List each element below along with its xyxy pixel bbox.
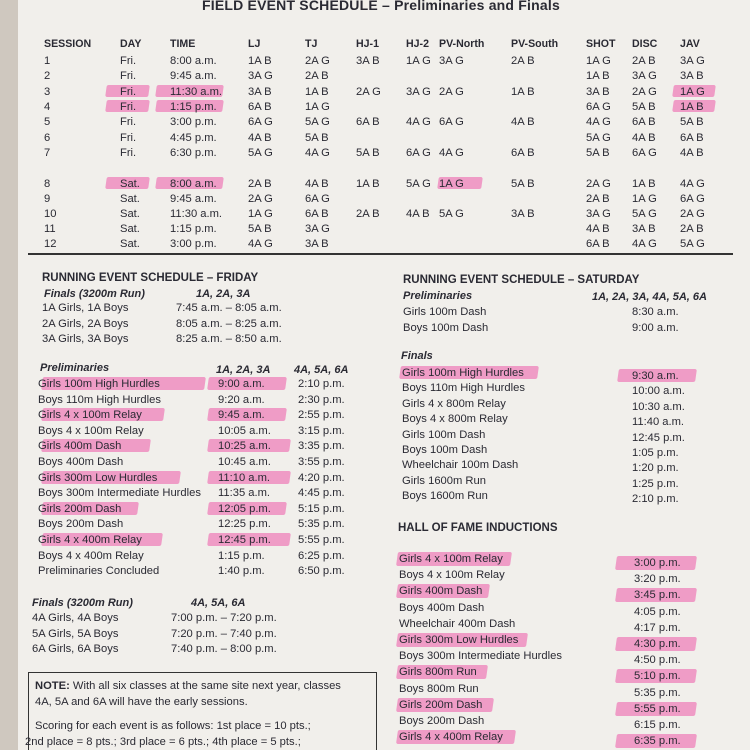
field-cell: 1A B	[305, 86, 329, 98]
field-cell: 6A G	[632, 147, 657, 159]
field-cell: 8:00 a.m.	[170, 55, 217, 67]
field-cell: 1A G	[680, 86, 705, 98]
friday-prelim-time-early: 1:15 p.m.	[218, 549, 265, 562]
field-header-lj: LJ	[248, 38, 261, 50]
saturday-later-event: Girls 4 x 400m Relay	[399, 731, 503, 744]
saturday-finals-time: 12:45 p.m.	[632, 431, 685, 444]
friday-prelim-event: Girls 4 x 400m Relay	[38, 534, 142, 546]
field-cell: 2A G	[248, 193, 273, 205]
friday-finals1-time: 8:05 a.m. – 8:25 a.m.	[176, 317, 282, 330]
friday-schedule-title: RUNNING EVENT SCHEDULE – FRIDAY	[42, 272, 259, 284]
field-cell: 2A B	[680, 223, 704, 235]
field-cell: 2A B	[511, 55, 535, 67]
friday-prelim-time-late: 3:35 p.m.	[298, 440, 345, 453]
friday-prelim-time-early: 9:45 a.m.	[218, 409, 265, 422]
saturday-later-time: 4:05 p.m.	[634, 605, 681, 618]
saturday-later-event: Girls 400m Dash	[399, 585, 483, 598]
field-cell: Sat.	[120, 193, 140, 205]
friday-finals2-classes: 4A, 5A, 6A	[191, 597, 246, 609]
saturday-later-event: Girls 4 x 100m Relay	[399, 553, 503, 565]
field-cell: 4A G	[406, 116, 431, 128]
field-cell: 6A B	[632, 116, 656, 128]
field-cell: 2A B	[305, 70, 329, 82]
saturday-finals-event: Girls 4 x 800m Relay	[402, 397, 506, 410]
field-cell: 5A G	[305, 116, 330, 128]
field-cell: 5A G	[406, 178, 431, 190]
schedule-paper	[18, 0, 750, 750]
field-header-hj-1: HJ-1	[356, 38, 379, 50]
saturday-prelim-time: 8:30 a.m.	[632, 306, 679, 318]
hall-of-fame-inductions: HALL OF FAME INDUCTIONS	[398, 522, 558, 534]
saturday-prelim-event: Girls 100m Dash	[403, 306, 487, 318]
field-header-jav: JAV	[680, 38, 700, 50]
field-cell: 3A B	[305, 238, 329, 250]
friday-prelim-event: Girls 400m Dash	[38, 440, 122, 453]
friday-prelim-time-late: 4:20 p.m.	[298, 471, 345, 484]
friday-finals2-time: 7:20 p.m. – 7:40 p.m.	[171, 627, 277, 640]
saturday-later-event: Boys 800m Run	[399, 682, 479, 695]
saturday-finals-event: Boys 100m Dash	[402, 444, 488, 456]
field-header-pv-north: PV-North	[439, 38, 485, 50]
note-box	[25, 672, 377, 750]
friday-prelim-event: Boys 110m High Hurdles	[38, 393, 161, 406]
field-cell: 4A B	[680, 147, 704, 159]
field-cell: 2A G	[680, 208, 705, 220]
field-cell: 2A G	[632, 86, 657, 98]
field-cell: 4A B	[586, 223, 610, 235]
field-cell: 4A G	[680, 178, 705, 190]
saturday-later-event: Boys 400m Dash	[399, 601, 485, 614]
field-cell: 2A G	[356, 86, 381, 98]
field-cell: 5A B	[511, 178, 535, 190]
field-table-divider	[28, 253, 733, 255]
note-line-2: 4A, 5A and 6A will have the early sessions.	[35, 696, 248, 708]
field-cell: 3A G	[406, 86, 431, 98]
field-cell: 1A B	[586, 70, 610, 82]
field-cell: 5A B	[305, 132, 329, 144]
field-cell: 1	[44, 55, 51, 67]
note-text-1: With all six classes at the same site next year, classes	[69, 680, 341, 692]
field-cell: Sat.	[120, 208, 140, 220]
field-cell: 3:00 p.m.	[170, 238, 217, 250]
saturday-later-time: 3:20 p.m.	[634, 573, 681, 586]
field-cell: Fri.	[120, 116, 137, 128]
field-cell: 3A G	[632, 70, 657, 82]
field-cell: 5	[44, 116, 51, 128]
friday-prelim-time-early: 10:05 a.m.	[218, 424, 271, 437]
saturday-later-time: 6:15 p.m.	[634, 719, 681, 731]
field-cell: 1A B	[632, 178, 656, 190]
field-cell: 6A G	[586, 101, 611, 113]
field-cell: 4A G	[586, 116, 611, 128]
saturday-later-time: 4:17 p.m.	[634, 621, 681, 634]
field-cell: 4	[44, 101, 51, 113]
field-cell: Fri.	[120, 147, 137, 159]
field-cell: 2A B	[356, 208, 380, 220]
field-cell: 5A B	[632, 101, 656, 113]
saturday-prelim-classes: 1A, 2A, 3A, 4A, 5A, 6A	[592, 291, 707, 303]
saturday-finals-time: 10:30 a.m.	[632, 400, 685, 413]
friday-finals1-time: 7:45 a.m. – 8:05 a.m.	[176, 302, 282, 314]
saturday-prelim-event: Boys 100m Dash	[403, 321, 489, 334]
saturday-later-event: Girls 300m Low Hurdles	[399, 634, 519, 646]
friday-prelim-event: Girls 4 x 100m Relay	[38, 409, 142, 422]
saturday-prelim-title: Preliminaries	[403, 290, 473, 302]
saturday-finals-event: Girls 1600m Run	[402, 474, 486, 487]
friday-prelim-time-late: 2:30 p.m.	[298, 393, 345, 406]
field-cell: 1A G	[248, 208, 273, 220]
saturday-finals-time: 9:30 a.m.	[632, 370, 679, 382]
friday-finals1-group: 2A Girls, 2A Boys	[42, 317, 129, 330]
friday-prelim-time-late: 5:15 p.m.	[298, 502, 345, 515]
saturday-finals-event: Wheelchair 100m Dash	[402, 459, 519, 472]
friday-prelim-time-late: 5:55 p.m.	[298, 534, 345, 546]
field-header-shot: SHOT	[586, 38, 616, 50]
saturday-later-event: Boys 300m Intermediate Hurdles	[399, 650, 562, 663]
friday-prelim-time-late: 5:35 p.m.	[298, 518, 345, 531]
friday-prelim-event: Preliminaries Concluded	[38, 565, 160, 578]
field-cell: 2A B	[248, 178, 272, 190]
friday-prelim-event: Boys 4 x 100m Relay	[38, 424, 144, 437]
friday-prelim-time-early: 10:25 a.m.	[218, 440, 271, 453]
field-cell: 4:45 p.m.	[170, 132, 217, 144]
friday-finals2-time: 7:00 p.m. – 7:20 p.m.	[171, 612, 277, 624]
friday-finals2-group: 5A Girls, 5A Boys	[32, 627, 119, 640]
field-cell: 5A B	[680, 116, 704, 128]
field-cell: 3A B	[586, 86, 610, 98]
friday-prelim-time-late: 4:45 p.m.	[298, 487, 345, 500]
field-cell: Sat.	[120, 238, 140, 250]
field-cell: 4A G	[248, 238, 273, 250]
field-cell: 11	[44, 223, 56, 235]
field-cell: 9:45 a.m.	[170, 193, 217, 205]
note-lead: NOTE:	[35, 680, 70, 692]
field-cell: 6A G	[439, 116, 464, 128]
friday-prelim-title: Preliminaries	[40, 362, 110, 374]
saturday-finals-event: Boys 1600m Run	[402, 490, 488, 503]
field-cell: 12	[44, 238, 57, 250]
saturday-finals-event: Girls 100m Dash	[402, 428, 486, 441]
friday-finals2-group: 6A Girls, 6A Boys	[32, 643, 119, 655]
friday-finals1-title: Finals (3200m Run)	[44, 288, 145, 300]
friday-finals1-classes: 1A, 2A, 3A	[196, 288, 251, 300]
field-cell: 6A G	[305, 193, 330, 205]
saturday-later-event: Wheelchair 400m Dash	[399, 617, 516, 630]
friday-finals2-title: Finals (3200m Run)	[32, 597, 133, 609]
field-cell: 2A G	[586, 178, 611, 190]
field-cell: 1A G	[305, 101, 330, 113]
friday-prelim-event: Girls 100m High Hurdles	[38, 378, 160, 390]
friday-prelim-time-late: 3:55 p.m.	[298, 456, 345, 468]
friday-prelim-time-early: 9:00 a.m.	[218, 378, 265, 390]
saturday-finals-event: Girls 100m High Hurdles	[402, 367, 524, 379]
saturday-later-event: Girls 200m Dash	[399, 698, 483, 711]
field-cell: 2A G	[439, 86, 464, 98]
field-cell: 6A B	[248, 101, 272, 113]
field-cell: Fri.	[120, 132, 137, 144]
field-cell: 2A B	[586, 193, 610, 205]
field-cell: 3A B	[680, 70, 704, 82]
friday-prelim-time-early: 10:45 a.m.	[218, 456, 271, 468]
saturday-finals-time: 1:20 p.m.	[632, 462, 679, 475]
field-cell: 6A B	[356, 116, 380, 128]
friday-prelim-event: Boys 4 x 400m Relay	[38, 549, 144, 562]
saturday-later-event: Boys 4 x 100m Relay	[399, 569, 505, 582]
field-cell: 5A G	[632, 208, 657, 220]
saturday-finals-title: Finals	[401, 350, 433, 362]
field-cell: 4A B	[305, 178, 329, 190]
field-cell: 4A G	[439, 147, 464, 159]
field-cell: 5A B	[356, 147, 380, 159]
field-cell: 2A B	[632, 55, 656, 67]
field-cell: 3:00 p.m.	[170, 116, 217, 128]
document-title: FIELD EVENT SCHEDULE – Preliminaries and Finals	[202, 0, 560, 13]
field-cell: 3	[44, 86, 51, 98]
scoring-line-2: 2nd place = 8 pts.; 3rd place = 6 pts.; 4th place = 5 pts.;	[25, 736, 301, 748]
field-header-hj-2: HJ-2	[406, 38, 429, 50]
field-header-pv-south: PV-South	[511, 38, 559, 50]
saturday-later-time: 4:30 p.m.	[634, 638, 681, 650]
field-cell: Fri.	[120, 70, 137, 82]
field-cell: Fri.	[120, 86, 137, 98]
field-cell: 2A G	[305, 55, 330, 67]
field-cell: 2	[44, 70, 51, 82]
note-line-1	[35, 680, 341, 693]
field-cell: 3A G	[248, 70, 273, 82]
friday-prelim-time-late: 3:15 p.m.	[298, 424, 345, 437]
field-cell: 3A B	[356, 55, 380, 67]
field-cell: 5A B	[248, 223, 272, 235]
field-cell: 3A B	[248, 86, 272, 98]
field-cell: 3A B	[632, 223, 656, 235]
field-cell: 6A G	[406, 147, 431, 159]
field-cell: 5A B	[586, 147, 610, 159]
saturday-later-time: 5:10 p.m.	[634, 670, 681, 683]
field-cell: 3A G	[305, 223, 330, 235]
field-cell: 5A G	[439, 208, 464, 220]
saturday-later-time: 5:35 p.m.	[634, 686, 681, 699]
field-cell: 3A G	[680, 55, 705, 67]
saturday-finals-event: Boys 4 x 800m Relay	[402, 413, 508, 426]
field-cell: 6A B	[305, 208, 329, 220]
field-cell: 3A G	[586, 208, 611, 220]
field-cell: 10	[44, 208, 57, 220]
field-cell: 1A G	[439, 178, 464, 190]
field-cell: 8:00 a.m.	[170, 178, 217, 190]
friday-prelim-event: Boys 400m Dash	[38, 456, 124, 468]
field-cell: 11:30 a.m.	[170, 86, 223, 98]
friday-prelim-time-early: 11:10 a.m.	[218, 471, 271, 484]
friday-prelim-time-late: 6:50 p.m.	[298, 565, 345, 578]
field-cell: 8	[44, 178, 51, 190]
field-header-day: DAY	[120, 38, 142, 50]
saturday-later-time: 4:50 p.m.	[634, 654, 681, 667]
friday-prelim-time-late: 6:25 p.m.	[298, 549, 345, 562]
friday-prelim-time-early: 9:20 a.m.	[218, 393, 265, 406]
field-cell: 5A G	[248, 147, 273, 159]
friday-prelim-event: Boys 300m Intermediate Hurdles	[38, 487, 201, 500]
field-cell: Sat.	[120, 223, 140, 235]
field-cell: 1:15 p.m.	[170, 101, 217, 113]
field-cell: 5A G	[586, 132, 611, 144]
field-cell: 3A B	[511, 208, 535, 220]
saturday-finals-time: 11:40 a.m.	[632, 416, 685, 429]
field-cell: 4A G	[305, 147, 330, 159]
friday-finals2-time: 7:40 p.m. – 8:00 p.m.	[171, 643, 277, 655]
field-cell: 5A G	[680, 238, 705, 250]
field-cell: 4A B	[248, 132, 272, 144]
field-cell: Sat.	[120, 178, 140, 190]
field-header-tj: TJ	[305, 38, 318, 50]
saturday-later-time: 3:00 p.m.	[634, 557, 681, 569]
saturday-later-event: Girls 800m Run	[399, 666, 477, 679]
field-cell: 4A G	[632, 238, 657, 250]
friday-prelim-event: Girls 200m Dash	[38, 502, 122, 515]
field-cell: 6A B	[511, 147, 535, 159]
field-header-time: TIME	[170, 38, 196, 50]
friday-prelim-event: Boys 200m Dash	[38, 518, 124, 531]
saturday-later-time: 5:55 p.m.	[634, 702, 681, 715]
field-cell: 1A G	[406, 55, 431, 67]
field-cell: Fri.	[120, 101, 137, 113]
friday-finals2-group: 4A Girls, 4A Boys	[32, 612, 119, 624]
field-cell: Fri.	[120, 55, 137, 67]
friday-prelim-time-late: 2:55 p.m.	[298, 409, 345, 422]
saturday-finals-time: 2:10 p.m.	[632, 493, 679, 506]
field-cell: 9	[44, 193, 51, 205]
friday-prelim-time-early: 12:45 p.m.	[218, 534, 271, 546]
scoring-line-1: Scoring for each event is as follows: 1st place = 10 pts.;	[35, 720, 311, 732]
field-cell: 1A G	[632, 193, 657, 205]
field-cell: 6A G	[680, 193, 705, 205]
field-cell: 4A B	[406, 208, 430, 220]
field-cell: 1A B	[511, 86, 535, 98]
saturday-later-time: 3:45 p.m.	[634, 589, 681, 602]
field-cell: 4A B	[511, 116, 535, 128]
field-cell: 3A G	[439, 55, 464, 67]
saturday-later-time: 6:35 p.m.	[634, 735, 681, 748]
friday-prelim-time-early: 11:35 a.m.	[218, 487, 271, 500]
field-cell: 1:15 p.m.	[170, 223, 217, 235]
field-header-disc: DISC	[632, 38, 658, 50]
saturday-schedule-title: RUNNING EVENT SCHEDULE – SATURDAY	[403, 274, 640, 286]
friday-prelim-event: Girls 300m Low Hurdles	[38, 471, 158, 484]
field-cell: 11:30 a.m.	[170, 208, 223, 220]
field-cell: 1A G	[586, 55, 611, 67]
friday-prelim-time-early: 12:05 p.m.	[218, 502, 271, 515]
saturday-finals-time: 1:05 p.m.	[632, 447, 679, 459]
field-cell: 1A B	[248, 55, 272, 67]
saturday-finals-event: Boys 110m High Hurdles	[402, 382, 525, 395]
saturday-finals-time: 1:25 p.m.	[632, 477, 679, 490]
friday-finals1-group: 3A Girls, 3A Boys	[42, 333, 129, 345]
field-cell: 1A B	[356, 178, 380, 190]
saturday-prelim-time: 9:00 a.m.	[632, 321, 679, 334]
friday-finals1-group: 1A Girls, 1A Boys	[42, 302, 129, 314]
saturday-finals-time: 10:00 a.m.	[632, 385, 685, 398]
field-cell: 6	[44, 132, 51, 144]
field-cell: 6:30 p.m.	[170, 147, 217, 159]
field-cell: 6A G	[248, 116, 273, 128]
saturday-later-event: Boys 200m Dash	[399, 715, 485, 727]
field-cell: 6A B	[586, 238, 610, 250]
field-cell: 4A B	[632, 132, 656, 144]
friday-prelim-col1: 1A, 2A, 3A	[216, 364, 271, 376]
friday-prelim-time-early: 12:25 p.m.	[218, 518, 271, 531]
field-cell: 9:45 a.m.	[170, 70, 217, 82]
friday-finals1-time: 8:25 a.m. – 8:50 a.m.	[176, 333, 282, 345]
friday-prelim-time-early: 1:40 p.m.	[218, 565, 265, 578]
field-cell: 7	[44, 147, 51, 159]
friday-prelim-time-late: 2:10 p.m.	[298, 378, 345, 390]
friday-prelim-col2: 4A, 5A, 6A	[294, 364, 349, 376]
field-header-session: SESSION	[44, 38, 92, 50]
field-cell: 6A B	[680, 132, 704, 144]
field-cell: 1A B	[680, 101, 704, 113]
